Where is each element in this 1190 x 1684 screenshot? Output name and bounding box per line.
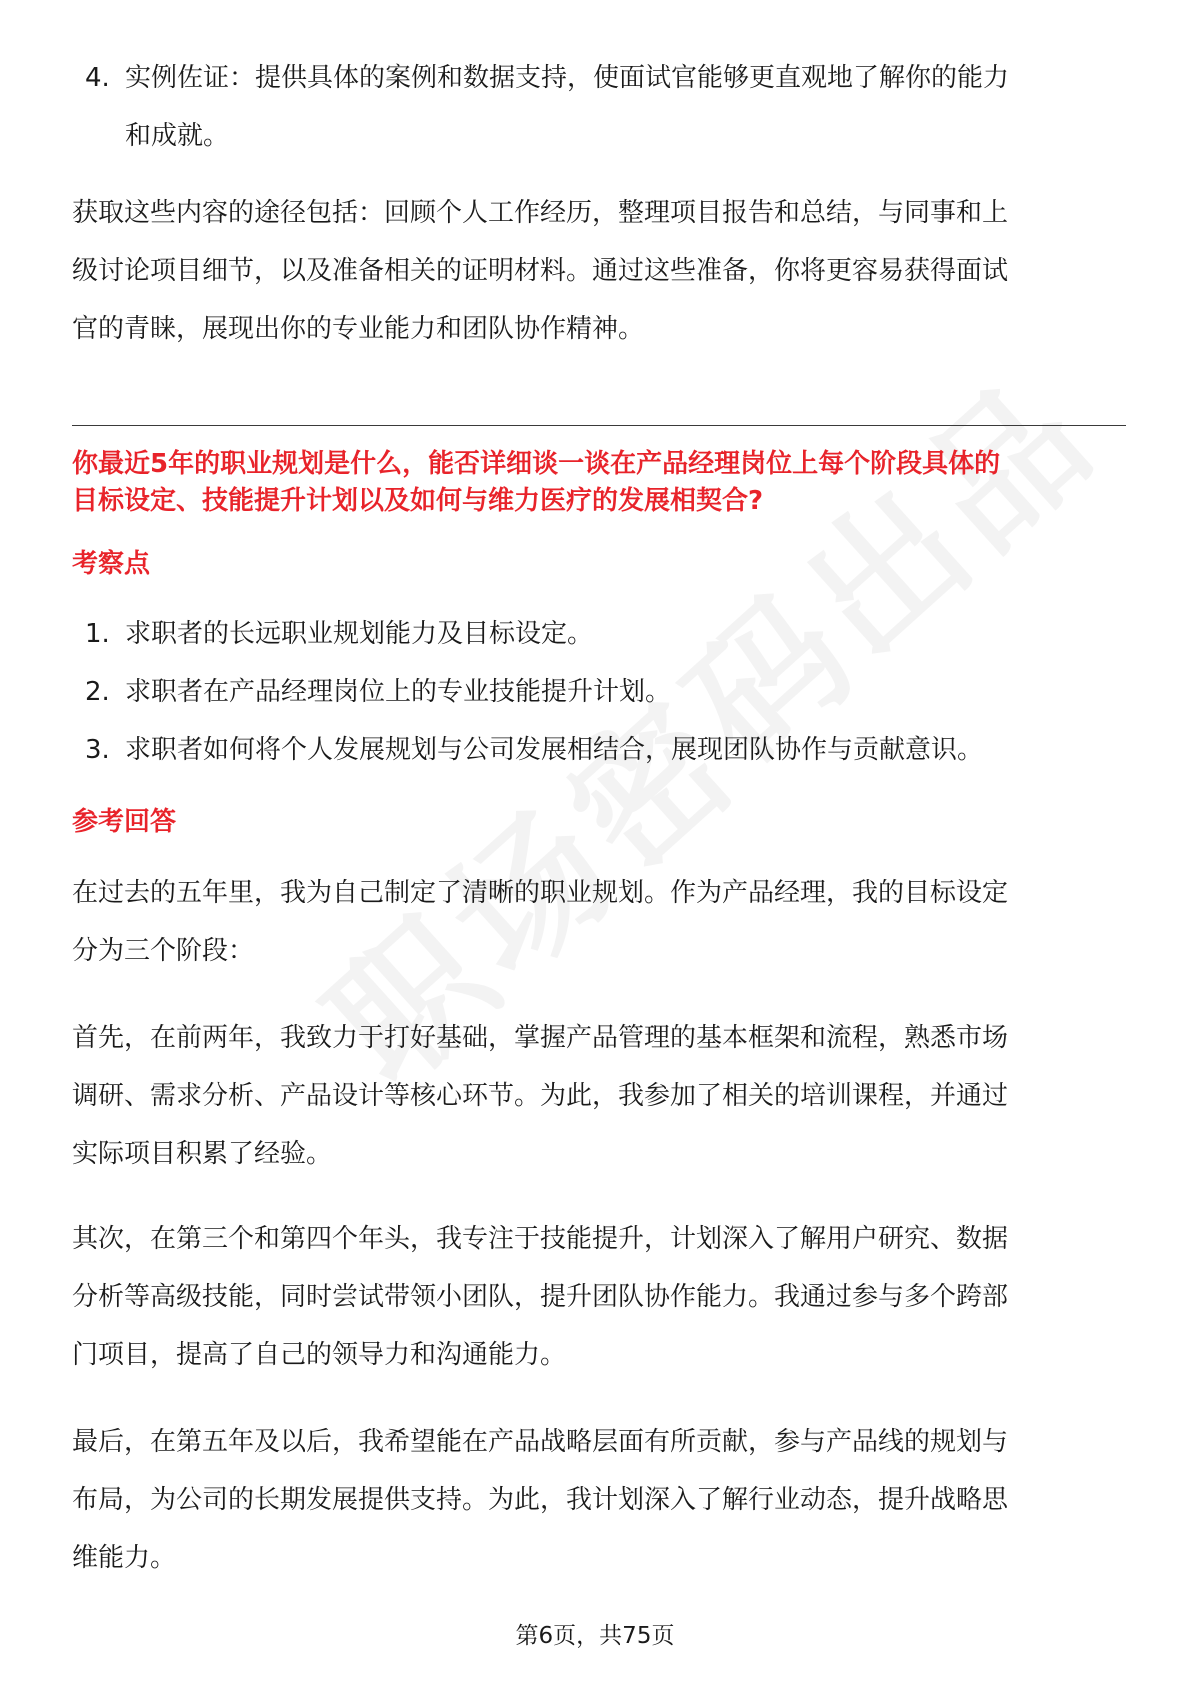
page-number: 第6页，共75页 [515, 1623, 675, 1649]
paragraph-line: 维能力。 [72, 1543, 177, 1573]
paragraph-line: 其次，在第三个和第四个年头，我专注于技能提升，计划深入了解用户研究、数据 [72, 1224, 1009, 1254]
list-item [72, 663, 1122, 721]
list-text-line: 求职者如何将个人发展规划与公司发展相结合，展现团队协作与贡献意识。 [125, 735, 984, 765]
answer-paragraph [72, 1009, 1122, 1183]
paragraph-line: 首先，在前两年，我致力于打好基础，掌握产品管理的基本框架和流程，熟悉市场 [72, 1023, 1009, 1053]
paragraph-line: 官的青睐，展现出你的专业能力和团队协作精神。 [72, 314, 645, 344]
answer-heading: 参考回答 [72, 807, 177, 837]
list-text-line: 求职者在产品经理岗位上的专业技能提升计划。 [125, 677, 672, 707]
answer-paragraph [72, 1413, 1122, 1587]
interview-question [72, 446, 1132, 520]
paragraph-line: 门项目，提高了自己的领导力和沟通能力。 [72, 1340, 567, 1370]
section-divider [72, 425, 1126, 426]
paragraph-line: 调研、需求分析、产品设计等核心环节。为此，我参加了相关的培训课程，并通过 [72, 1081, 1009, 1111]
paragraph-line: 在过去的五年里，我为自己制定了清晰的职业规划。作为产品经理，我的目标设定 [72, 878, 1009, 908]
answer-paragraph [72, 1210, 1122, 1384]
paragraph-line: 级讨论项目细节，以及准备相关的证明材料。通过这些准备，你将更容易获得面试 [72, 256, 1009, 286]
paragraph-line: 分为三个阶段： [72, 936, 255, 966]
assessment-heading: 考察点 [72, 549, 151, 579]
paragraph-line: 实际项目积累了经验。 [72, 1139, 333, 1169]
list-item [72, 721, 1122, 779]
list-number: 1. [85, 619, 110, 649]
list-number: 2. [85, 677, 110, 707]
paragraph-line: 获取这些内容的途径包括：回顾个人工作经历，整理项目报告和总结，与同事和上 [72, 198, 1009, 228]
summary-paragraph [72, 184, 1122, 358]
paragraph-line: 布局，为公司的长期发展提供支持。为此，我计划深入了解行业动态，提升战略思 [72, 1485, 1009, 1515]
paragraph-line: 最后，在第五年及以后，我希望能在产品战略层面有所贡献，参与产品线的规划与 [72, 1427, 1009, 1457]
answer-paragraph [72, 864, 1122, 980]
list-item [72, 605, 1122, 663]
paragraph-line: 分析等高级技能，同时尝试带领小团队，提升团队协作能力。我通过参与多个跨部 [72, 1282, 1009, 1312]
list-item [72, 49, 1122, 165]
list-text-line: 求职者的长远职业规划能力及目标设定。 [125, 619, 594, 649]
list-text-line: 实例佐证：提供具体的案例和数据支持，使面试官能够更直观地了解你的能力 [125, 63, 1010, 93]
question-line: 你最近5年的职业规划是什么，能否详细谈一谈在产品经理岗位上每个阶段具体的 [72, 449, 1001, 479]
list-number: 3. [85, 735, 110, 765]
list-number: 4. [85, 63, 110, 93]
question-line: 目标设定、技能提升计划以及如何与维力医疗的发展相契合? [72, 486, 764, 516]
list-text-line: 和成就。 [125, 121, 230, 151]
